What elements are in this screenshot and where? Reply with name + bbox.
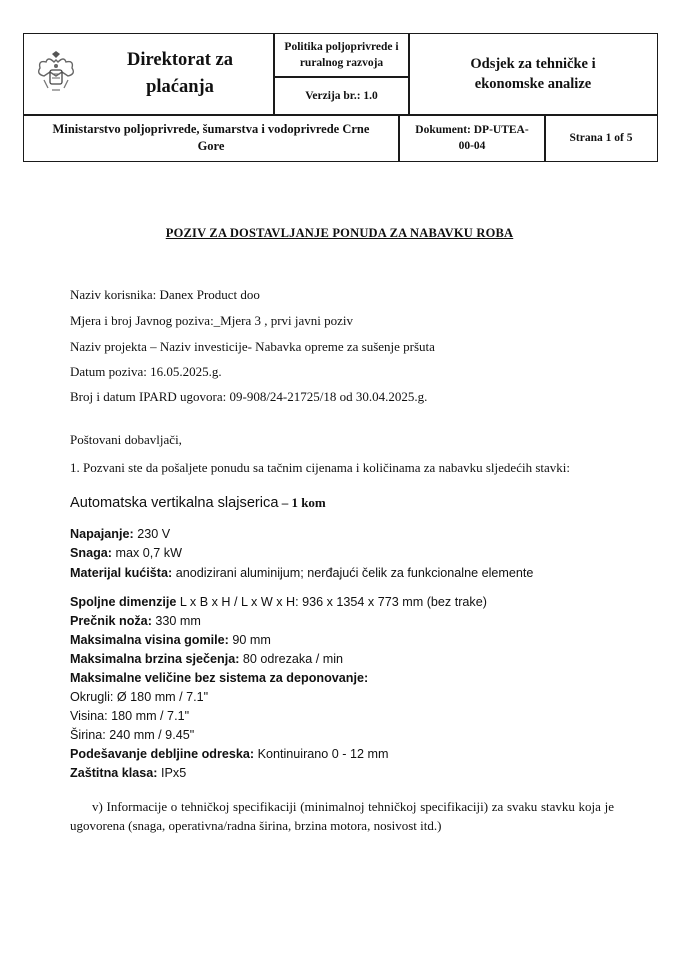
item-1-text: 1. Pozvani ste da pošaljete ponudu sa tačnim cijenama i količinama za nabavku sljedećih stavki: [70, 460, 570, 475]
policy-line1: Politika poljoprivrede i [284, 41, 399, 53]
org-name [90, 36, 270, 112]
spec-power-supply [70, 527, 170, 541]
policy-line2: ruralnog razvoja [299, 57, 384, 69]
department-cell [410, 36, 656, 112]
ministry-line2: Gore [197, 139, 225, 153]
page-number: Strana 1 of 5 [569, 132, 633, 144]
spec-power-value: max 0,7 kW [112, 546, 182, 560]
spec-speed [70, 652, 343, 666]
product-quantity: – 1 kom [278, 495, 326, 510]
spec-stack-value: 90 mm [228, 633, 271, 647]
spec-stack-label: Maksimalna visina gomile: [70, 633, 229, 647]
spec-thickness-value: Kontinuirano 0 - 12 mm [254, 747, 389, 761]
spec-round: Okrugli: Ø 180 mm / 7.1" [70, 690, 209, 704]
spec-dimensions-label: Spoljne dimenzije [70, 595, 177, 609]
spec-protection-label: Zaštitna klasa: [70, 766, 158, 780]
spec-housing-label: Materijal kućišta: [70, 566, 173, 580]
version-cell [275, 78, 408, 114]
spec-power [70, 546, 182, 560]
document-line2: 00-04 [458, 140, 486, 152]
spec-thickness-label: Podešavanje debljine odreska: [70, 747, 255, 761]
ministry-line1: Ministarstvo poljoprivrede, šumarstva i vodoprivrede Crne [52, 122, 370, 136]
spec-housing [70, 566, 533, 580]
version-text: Verzija br.: 1.0 [305, 90, 378, 102]
date-line: Datum poziva: 16.05.2025.g. [70, 364, 222, 379]
spec-housing-value: anodizirani aluminijum; nerđajući čelik za funkcionalne elemente [172, 566, 534, 580]
spec-max-size [70, 671, 368, 685]
contract-line: Broj i datum IPARD ugovora: 09-908/24-21725/18 od 30.04.2025.g. [70, 389, 428, 404]
spec-blade-label: Prečnik noža: [70, 614, 152, 628]
document-title: POZIV ZA DOSTAVLJANJE PONUDA ZA NABAVKU ROBA [165, 226, 514, 240]
spec-width: Širina: 240 mm / 9.45" [70, 728, 195, 742]
org-name-line1: Direktorat za [127, 50, 233, 70]
montenegro-crest-logo [32, 50, 80, 96]
spec-speed-value: 80 odrezaka / min [239, 652, 343, 666]
ministry-cell [25, 116, 397, 160]
product-name: Automatska vertikalna slajserica [70, 495, 279, 511]
spec-dimensions-value: L x B x H / L x W x H: 936 x 1354 x 773 mm (bez trake) [176, 595, 487, 609]
spec-height: Visina: 180 mm / 7.1" [70, 709, 190, 723]
document-line1: Dokument: DP-UTEA- [415, 124, 529, 136]
spec-stack [70, 633, 271, 647]
greeting: Poštovani dobavljači, [70, 432, 182, 447]
spec-power-supply-label: Napajanje: [70, 527, 134, 541]
spec-dimensions [70, 595, 487, 609]
spec-blade [70, 614, 201, 628]
spec-blade-value: 330 mm [151, 614, 201, 628]
spec-power-label: Snaga: [70, 546, 112, 560]
policy-cell [275, 34, 408, 76]
call-line: Mjera i broj Javnog poziva:_Mjera 3 , prvi javni poziv [70, 313, 354, 328]
spec-thickness [70, 747, 389, 761]
org-name-line2: plaćanja [146, 77, 214, 97]
spec-protection-value: IPx5 [157, 766, 187, 780]
page-cell [546, 116, 656, 160]
document-cell [400, 116, 544, 160]
spec-protection [70, 766, 186, 780]
spec-speed-label: Maksimalna brzina sječenja: [70, 652, 240, 666]
spec-max-size-label: Maksimalne veličine bez sistema za deponovanje: [70, 671, 369, 685]
project-line: Naziv projekta – Naziv investicije- Nabavka opreme za sušenje pršuta [70, 339, 435, 354]
department-line2: ekonomske analize [474, 76, 592, 92]
product-title [70, 495, 326, 511]
spec-power-supply-value: 230 V [133, 527, 171, 541]
department-line1: Odsjek za tehničke i [470, 56, 596, 72]
beneficiary-line: Naziv korisnika: Danex Product doo [70, 287, 260, 302]
technical-spec-note: v) Informacije o tehničkoj specifikaciji (minimalnoj tehničkoj specifikaciji) za svaku stavku koja je ugovorena (snaga, operativna/radna širina, brzina motora, nosivost itd.) [70, 799, 614, 833]
